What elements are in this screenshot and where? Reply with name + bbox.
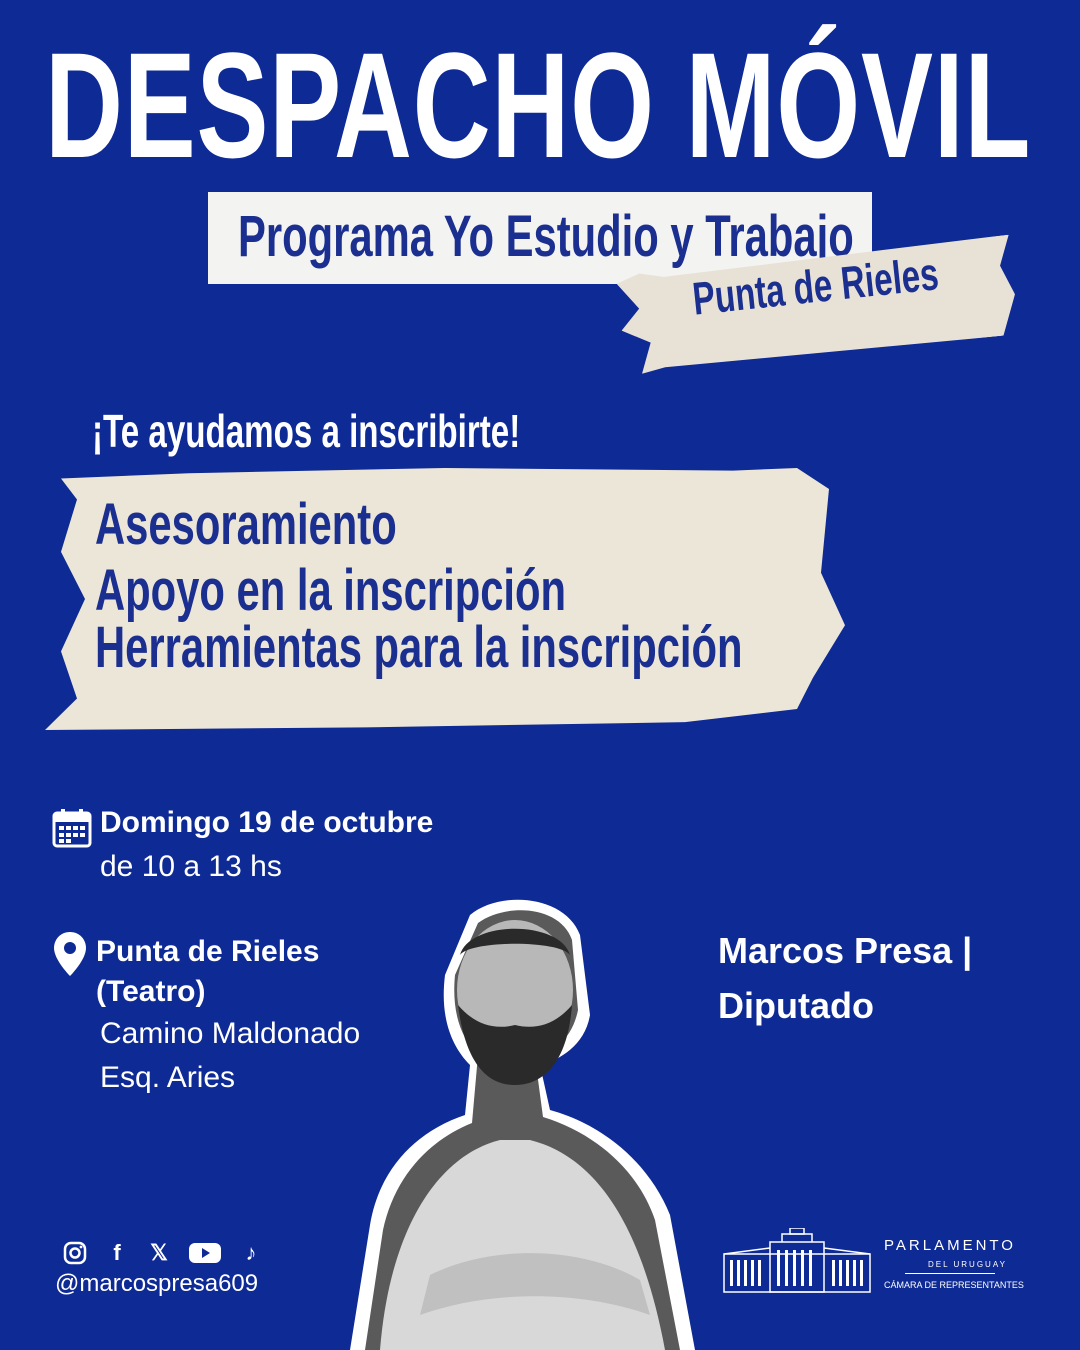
poster-title: DESPACHO MÓVIL	[45, 21, 1032, 189]
service-item: Apoyo en la inscripción	[95, 558, 567, 623]
event-date: Domingo 19 de octubre	[100, 806, 434, 839]
program-name: Programa Yo Estudio y Trabajo	[238, 204, 854, 269]
service-item: Herramientas para la inscripción	[95, 615, 743, 680]
instagram-icon[interactable]	[62, 1240, 88, 1266]
location-venue: (Teatro)	[96, 975, 206, 1008]
speaker-photo	[350, 895, 750, 1350]
event-time: de 10 a 13 hs	[100, 850, 282, 883]
help-headline: ¡Te ayudamos a inscribirte!	[92, 405, 521, 457]
speaker-role: Diputado	[718, 985, 874, 1026]
parliament-chamber: CÁMARA DE REPRESENTANTES	[884, 1280, 1024, 1290]
parliament-name: PARLAMENTO	[884, 1237, 1016, 1254]
parliament-logo-building-icon	[722, 1228, 872, 1294]
parliament-country: DEL URUGUAY	[928, 1260, 1007, 1269]
calendar-icon	[52, 808, 92, 848]
x-icon[interactable]: 𝕏	[150, 1240, 168, 1265]
location-pin-icon	[52, 930, 88, 978]
service-item: Asesoramiento	[95, 492, 397, 557]
location-name: Punta de Rieles	[96, 935, 320, 968]
place-tag: Punta de Rieles	[690, 247, 941, 325]
parliament-divider	[905, 1273, 995, 1274]
social-handle[interactable]: @marcospresa609	[55, 1270, 259, 1297]
speaker-name: Marcos Presa |	[718, 930, 973, 971]
tiktok-icon[interactable]: ♪	[245, 1240, 257, 1265]
social-icons	[62, 1240, 264, 1266]
address-street: Camino Maldonado	[100, 1017, 361, 1050]
address-corner: Esq. Aries	[100, 1061, 236, 1094]
facebook-icon[interactable]: f	[113, 1240, 121, 1265]
youtube-icon[interactable]	[188, 1240, 222, 1266]
